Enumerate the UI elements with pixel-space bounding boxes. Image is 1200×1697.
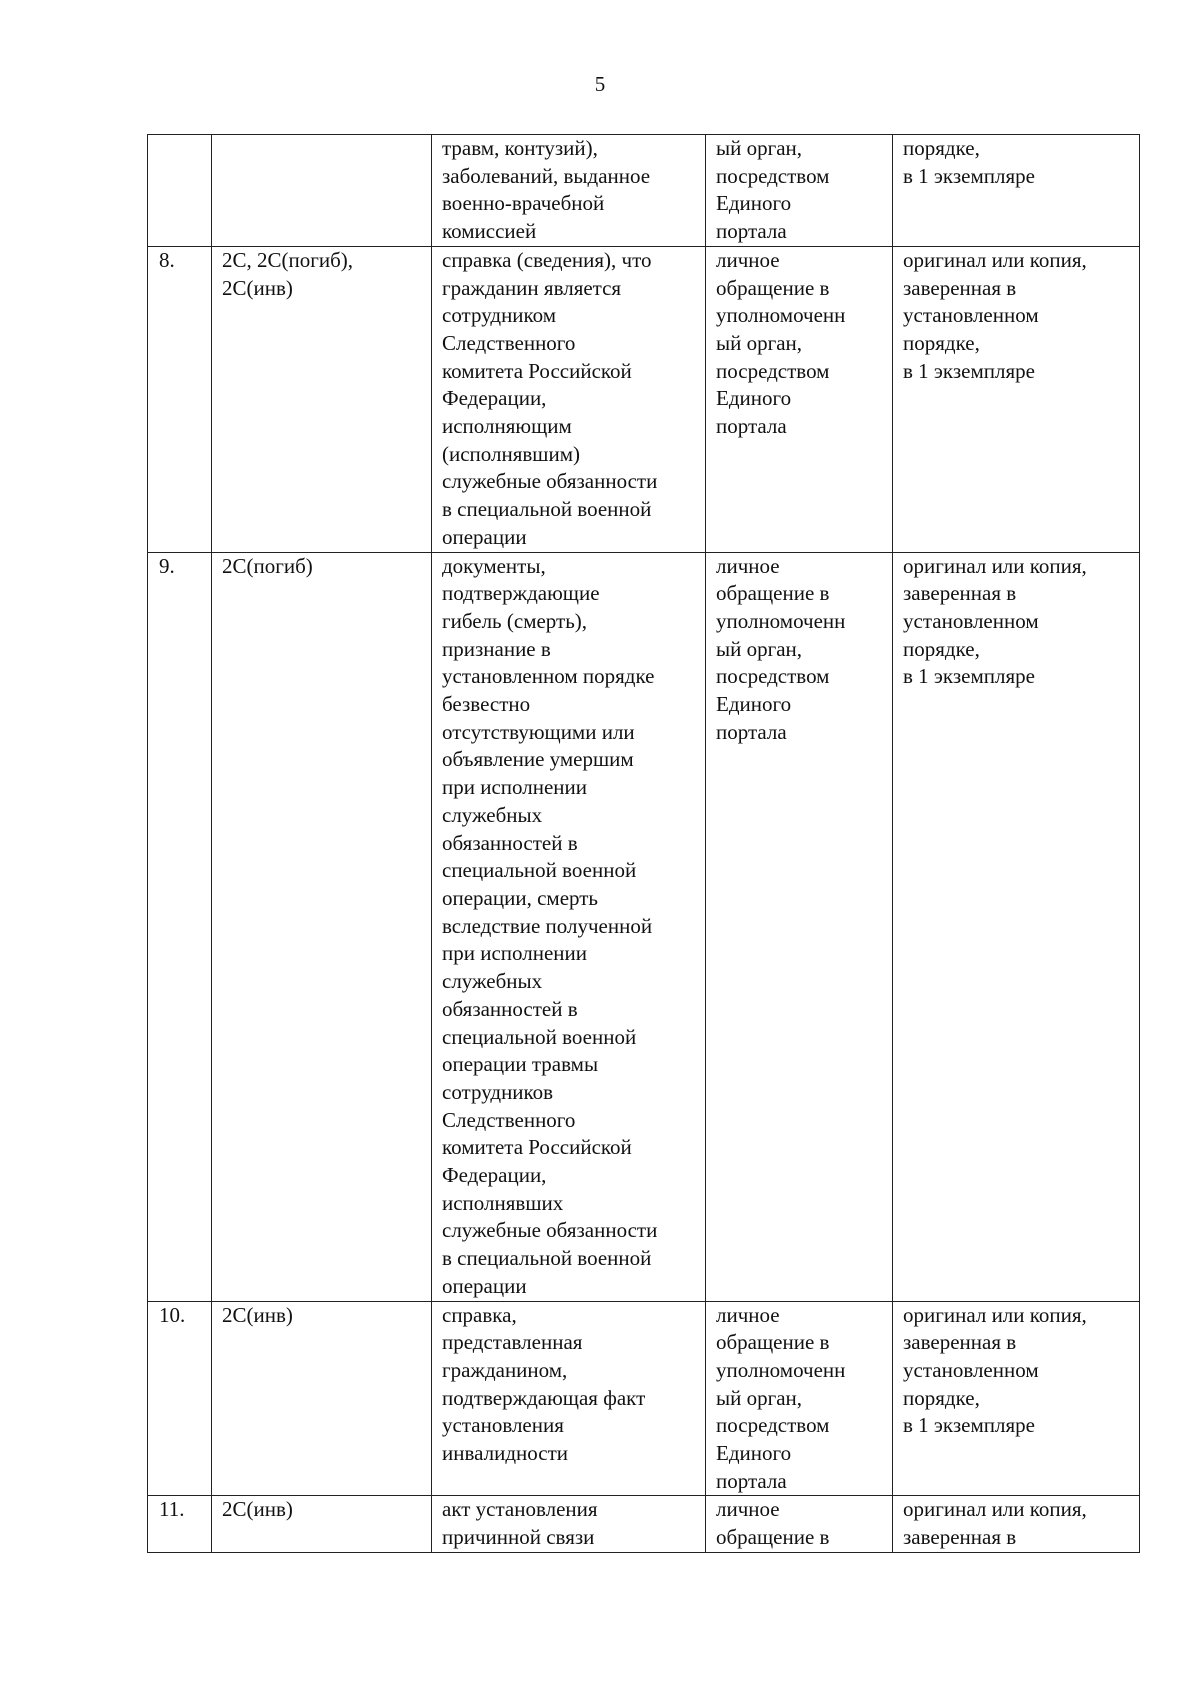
cell-line: акт установления bbox=[442, 1497, 598, 1522]
cell-line: портала bbox=[716, 1468, 787, 1493]
cell-line: заверенная в bbox=[903, 581, 1017, 606]
cell-submission-method bbox=[706, 1301, 893, 1496]
cell-document bbox=[432, 1496, 706, 1552]
cell-line: Федерации, bbox=[442, 1163, 547, 1188]
cell-line: сотрудников bbox=[442, 1079, 554, 1104]
cell-line: портала bbox=[716, 414, 787, 439]
cell-line: посредством bbox=[716, 1413, 830, 1438]
cell-submission-method bbox=[706, 552, 893, 1301]
cell-line: личное bbox=[716, 247, 780, 272]
cell-line: 2С, 2С(погиб), bbox=[222, 247, 354, 272]
cell-line: подтверждающая факт bbox=[442, 1385, 646, 1410]
row-number: 8. bbox=[159, 247, 175, 272]
cell-document bbox=[432, 135, 706, 247]
row-number: 11. bbox=[159, 1497, 185, 1522]
cell-line: при исполнении bbox=[442, 941, 588, 966]
cell-line: в 1 экземпляре bbox=[903, 664, 1035, 689]
cell-document-form bbox=[893, 1496, 1140, 1552]
cell-line: оригинал или копия, bbox=[903, 553, 1087, 578]
cell-line: операции bbox=[442, 1273, 527, 1298]
cell-number bbox=[148, 1301, 212, 1496]
cell-line: 2С(инв) bbox=[222, 1302, 293, 1327]
cell-line: личное bbox=[716, 553, 780, 578]
cell-line: заверенная в bbox=[903, 1330, 1017, 1355]
cell-line: исполнявших bbox=[442, 1190, 564, 1215]
cell-line: установленном bbox=[903, 608, 1039, 633]
cell-line: гибель (смерть), bbox=[442, 608, 588, 633]
cell-line: 2С(инв) bbox=[222, 1497, 293, 1522]
cell-document-form bbox=[893, 135, 1140, 247]
cell-line: оригинал или копия, bbox=[903, 247, 1087, 272]
documents-table bbox=[147, 134, 1140, 1553]
cell-line: комитета Российской bbox=[442, 358, 632, 383]
cell-line: Федерации, bbox=[442, 386, 547, 411]
cell-line: личное bbox=[716, 1497, 780, 1522]
table-row bbox=[148, 135, 1140, 247]
cell-line: установления bbox=[442, 1413, 564, 1438]
cell-line: специальной военной bbox=[442, 858, 637, 883]
cell-line: 2С(погиб) bbox=[222, 553, 313, 578]
cell-line: порядке, bbox=[903, 136, 980, 160]
cell-line: оригинал или копия, bbox=[903, 1302, 1087, 1327]
cell-line: инвалидности bbox=[442, 1441, 569, 1466]
cell-line: порядке, bbox=[903, 1385, 980, 1410]
table-row bbox=[148, 246, 1140, 552]
cell-document bbox=[432, 246, 706, 552]
cell-category bbox=[212, 552, 432, 1301]
cell-submission-method bbox=[706, 135, 893, 247]
cell-line: служебных bbox=[442, 969, 543, 994]
cell-line: Единого bbox=[716, 386, 792, 411]
cell-line: в 1 экземпляре bbox=[903, 163, 1035, 188]
cell-line: исполняющим bbox=[442, 414, 572, 439]
cell-line: справка (сведения), что bbox=[442, 247, 652, 272]
cell-line: установленном bbox=[903, 1357, 1039, 1382]
cell-document-form bbox=[893, 246, 1140, 552]
cell-line: военно-врачебной bbox=[442, 191, 605, 216]
cell-line: в 1 экземпляре bbox=[903, 1413, 1035, 1438]
cell-line: служебные обязанности bbox=[442, 469, 658, 494]
cell-document-form bbox=[893, 552, 1140, 1301]
cell-line: уполномоченн bbox=[716, 608, 846, 633]
cell-line: безвестно bbox=[442, 692, 531, 717]
cell-line: сотрудником bbox=[442, 303, 557, 328]
cell-line: оригинал или копия, bbox=[903, 1497, 1087, 1522]
cell-line: уполномоченн bbox=[716, 303, 846, 328]
table-row bbox=[148, 1496, 1140, 1552]
cell-document-form bbox=[893, 1301, 1140, 1496]
cell-line: отсутствующими или bbox=[442, 719, 635, 744]
cell-category bbox=[212, 1301, 432, 1496]
cell-line: заверенная в bbox=[903, 275, 1017, 300]
cell-line: Единого bbox=[716, 692, 792, 717]
cell-line: ый орган, bbox=[716, 330, 803, 355]
table-row bbox=[148, 552, 1140, 1301]
cell-number bbox=[148, 246, 212, 552]
cell-line: порядке, bbox=[903, 330, 980, 355]
cell-line: комитета Российской bbox=[442, 1135, 632, 1160]
cell-line: посредством bbox=[716, 163, 830, 188]
cell-line: обращение в bbox=[716, 275, 830, 300]
cell-line: личное bbox=[716, 1302, 780, 1327]
cell-line: заболеваний, выданное bbox=[442, 163, 651, 188]
cell-line: посредством bbox=[716, 664, 830, 689]
cell-line: в специальной военной bbox=[442, 497, 652, 522]
cell-line: ый орган, bbox=[716, 1385, 803, 1410]
cell-line: установленном порядке bbox=[442, 664, 655, 689]
cell-line: в специальной военной bbox=[442, 1246, 652, 1271]
cell-line: портала bbox=[716, 219, 787, 244]
cell-line: обращение в bbox=[716, 1525, 830, 1550]
cell-submission-method bbox=[706, 1496, 893, 1552]
cell-line: причинной связи bbox=[442, 1525, 595, 1550]
cell-line: служебных bbox=[442, 802, 543, 827]
cell-line: при исполнении bbox=[442, 775, 588, 800]
cell-line: комиссией bbox=[442, 219, 537, 244]
cell-line: обязанностей в bbox=[442, 830, 578, 855]
cell-document bbox=[432, 1301, 706, 1496]
cell-line: порядке, bbox=[903, 636, 980, 661]
cell-line: специальной военной bbox=[442, 1024, 637, 1049]
cell-line: уполномоченн bbox=[716, 1357, 846, 1382]
cell-line: травм, контузий), bbox=[442, 136, 598, 160]
cell-number bbox=[148, 135, 212, 247]
cell-line: Следственного bbox=[442, 330, 576, 355]
cell-line: признание в bbox=[442, 636, 551, 661]
cell-line: представленная bbox=[442, 1330, 583, 1355]
cell-line: вследствие полученной bbox=[442, 913, 653, 938]
cell-line: операции, смерть bbox=[442, 885, 599, 910]
cell-line: обращение в bbox=[716, 581, 830, 606]
cell-number bbox=[148, 1496, 212, 1552]
page-number: 5 bbox=[594, 72, 606, 96]
cell-line: служебные обязанности bbox=[442, 1218, 658, 1243]
cell-number bbox=[148, 552, 212, 1301]
cell-submission-method bbox=[706, 246, 893, 552]
cell-line: ый орган, bbox=[716, 636, 803, 661]
cell-line: портала bbox=[716, 719, 787, 744]
cell-line: ый орган, bbox=[716, 136, 803, 160]
cell-category bbox=[212, 1496, 432, 1552]
cell-line: документы, bbox=[442, 553, 546, 578]
cell-line: (исполнявшим) bbox=[442, 441, 580, 466]
cell-line: 2С(инв) bbox=[222, 275, 293, 300]
cell-category bbox=[212, 246, 432, 552]
cell-line: обязанностей в bbox=[442, 996, 578, 1021]
cell-line: Следственного bbox=[442, 1107, 576, 1132]
cell-line: Единого bbox=[716, 1441, 792, 1466]
cell-line: операции bbox=[442, 524, 527, 549]
cell-line: гражданином, bbox=[442, 1357, 568, 1382]
row-number: 9. bbox=[159, 553, 175, 578]
cell-line: установленном bbox=[903, 303, 1039, 328]
cell-line: подтверждающие bbox=[442, 581, 600, 606]
cell-line: справка, bbox=[442, 1302, 517, 1327]
row-number: 10. bbox=[159, 1302, 186, 1327]
cell-line: операции травмы bbox=[442, 1052, 599, 1077]
cell-line: Единого bbox=[716, 191, 792, 216]
cell-line: посредством bbox=[716, 358, 830, 383]
cell-line: объявление умершим bbox=[442, 747, 634, 772]
cell-line: гражданин является bbox=[442, 275, 622, 300]
table-row bbox=[148, 1301, 1140, 1496]
cell-document bbox=[432, 552, 706, 1301]
table-body bbox=[148, 135, 1140, 1553]
cell-line: в 1 экземпляре bbox=[903, 358, 1035, 383]
cell-category bbox=[212, 135, 432, 247]
cell-line: обращение в bbox=[716, 1330, 830, 1355]
cell-line: заверенная в bbox=[903, 1525, 1017, 1550]
